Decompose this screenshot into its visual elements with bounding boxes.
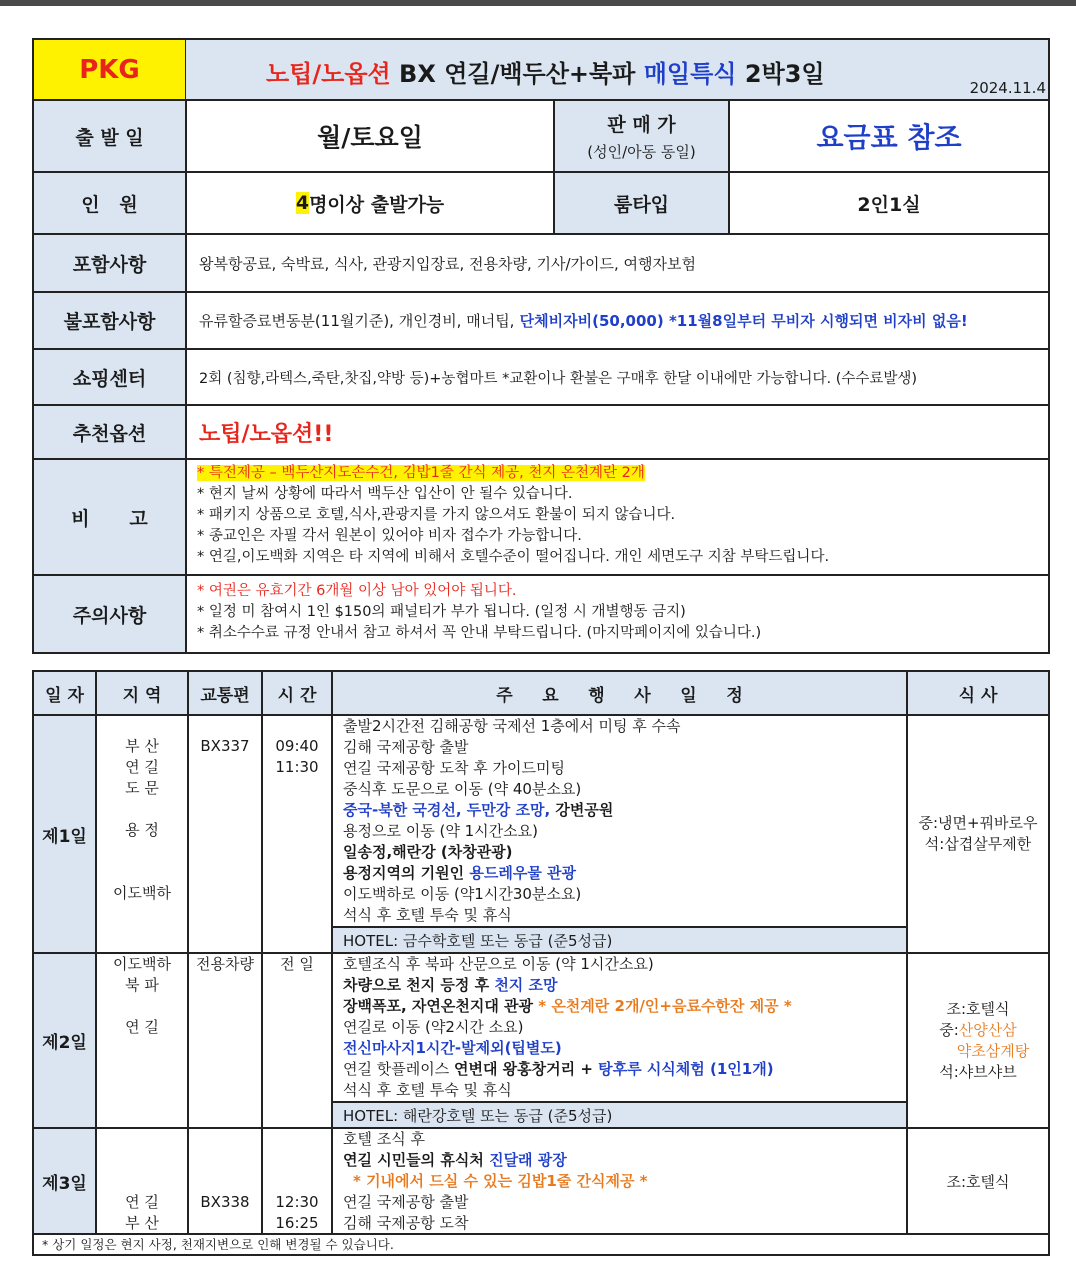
day3-regions (96, 1128, 188, 1234)
include-label: 포함사항 (32, 234, 186, 292)
region: 부 산 (125, 737, 159, 755)
pkg-badge (32, 38, 186, 100)
exclude-value: 유류할증료변동분(11월기준), 개인경비, 매너팁, 단체비자비(50,000) *11월8일부터 무비자 시행되면 비자비 없음! (186, 292, 1050, 349)
itinerary-item: 장백폭포, 자연온천지대 관광 * 온천계란 2개/인+음료수한잔 제공 * (343, 997, 792, 1015)
itinerary-item: 연길 국제공항 도착 후 가이드미팅 (343, 759, 565, 777)
title-cell (186, 38, 1050, 100)
itinerary-item: 차량으로 천지 등정 후 천지 조망 (343, 976, 558, 994)
shopping-value: 2회 (침향,라텍스,죽탄,찻집,약방 등)+농협마트 *교환이나 환불은 구매후 한달 이내에만 가능합니다. (수수료발생) (186, 349, 1050, 405)
people-label: 인 원 (32, 172, 186, 234)
time: 전 일 (280, 955, 314, 973)
pkg-label: PKG (79, 54, 140, 85)
day3-times (262, 1128, 332, 1234)
itinerary-item: 김해 국제공항 출발 (343, 738, 469, 756)
region: 용 정 (125, 821, 159, 839)
day3-transport (188, 1128, 262, 1234)
itinerary-item: 연길 핫플레이스 연변대 왕홍창거리 + 탕후루 시식체험 (1인1개) (343, 1060, 774, 1078)
top-bar (0, 0, 1076, 6)
itinerary-item: 일송정,해란강 (차창관광) (343, 843, 513, 861)
itinerary-item: 중식후 도문으로 이동 (약 40분소요) (343, 780, 582, 798)
day2-regions (96, 953, 188, 1128)
region: 도 문 (125, 779, 159, 797)
remark-item: * 패키지 상품으로 호텔,식사,관광지를 가지 않으셔도 환불이 되지 않습니다. (197, 507, 676, 523)
itinerary-item: 석식 후 호텔 투숙 및 휴식 (343, 1081, 512, 1099)
col-day-header: 일 자 (32, 670, 96, 715)
day2-meals (907, 953, 1050, 1128)
day2-time (262, 953, 332, 1128)
schedule-footnote: * 상기 일정은 현지 사정, 천재지변으로 인해 변경될 수 있습니다. (32, 1234, 1050, 1256)
meal: 석:샤브샤브 (939, 1062, 1017, 1081)
itinerary-item: * 기내에서 드실 수 있는 김밥1줄 간식제공 * (353, 1172, 648, 1190)
meal: 중:냉면+꿔바로우 (918, 814, 1038, 832)
region: 연 길 (125, 1193, 159, 1211)
meal: 약초삼계탕 (956, 1041, 1030, 1060)
price-value: 요금표 참조 (729, 100, 1050, 172)
visa-note: 단체비자비(50,000) *11월8일부터 무비자 시행되면 비자비 없음! (514, 312, 968, 330)
room-value: 2인1실 (729, 172, 1050, 234)
day3-label: 제3일 (32, 1128, 96, 1234)
caution-item: * 취소수수료 규정 안내서 참고 하셔서 꼭 안내 부탁드립니다. (마지막페이지에 있습니다.) (197, 625, 762, 641)
day3-itinerary (332, 1128, 907, 1234)
itinerary-item: 이도백하로 이동 (약1시간30분소요) (343, 885, 582, 903)
caution-item: * 여권은 유효기간 6개월 이상 남아 있어야 됩니다. (197, 583, 517, 599)
itinerary-item: 호텔 조식 후 (343, 1130, 425, 1148)
day1-hotel: HOTEL: 금수학호텔 또는 동급 (준5성급) (332, 927, 907, 953)
col-time-header: 시 간 (262, 670, 332, 715)
price-sublabel: (성인/아동 동일) (587, 143, 696, 161)
col-transport-header: 교통편 (188, 670, 262, 715)
col-region-header: 지 역 (96, 670, 188, 715)
option-value: 노팁/노옵션!! (186, 405, 1050, 459)
remark-list (186, 459, 1050, 575)
day1-transport (188, 715, 262, 953)
itinerary-item: 연길 국제공항 출발 (343, 1193, 469, 1211)
itinerary-item: 연길로 이동 (약2시간 소요) (343, 1018, 524, 1036)
flight-number: BX337 (200, 737, 250, 755)
price-label-cell (554, 100, 729, 172)
include-value: 왕복항공료, 숙박료, 식사, 관광지입장료, 전용차량, 기사/가이드, 여행자보험 (186, 234, 1050, 292)
depart-label: 출 발 일 (32, 100, 186, 172)
room-label: 룸타입 (554, 172, 729, 234)
day1-meals (907, 715, 1050, 953)
itinerary-item: 용정으로 이동 (약 1시간소요) (343, 822, 538, 840)
meal: 중:산양산삼 (939, 1020, 1017, 1039)
flight-number: BX338 (200, 1193, 250, 1211)
itinerary-item: 김해 국제공항 도착 (343, 1214, 469, 1232)
remark-item: * 특전제공 – 백두산지도손수건, 김밥1줄 간식 제공, 천지 온천계란 2개 (197, 465, 645, 481)
itinerary-item: 전신마사지1시간-발제외(팁별도) (343, 1039, 562, 1057)
page-title: 노팁/노옵션 BX 연길/백두산+북파 매일특식 2박3일 (266, 60, 825, 88)
remark-item: * 현지 날씨 상황에 따라서 백두산 입산이 안 될수 있습니다. (197, 486, 573, 502)
col-meal-header: 식 사 (907, 670, 1050, 715)
time: 16:25 (275, 1214, 319, 1232)
day3-meal: 조:호텔식 (907, 1128, 1050, 1234)
day1-label: 제1일 (32, 715, 96, 953)
itinerary-item: 호텔조식 후 북파 산문으로 이동 (약 1시간소요) (343, 955, 654, 973)
depart-value: 월/토요일 (186, 100, 554, 172)
region: 부 산 (125, 1214, 159, 1232)
meal: 석:삽겹살무제한 (924, 835, 1032, 853)
time: 12:30 (275, 1193, 319, 1211)
people-value: 4 명이상 출발가능 (186, 172, 554, 234)
caution-item: * 일정 미 참여시 1인 $150의 패널티가 부가 됩니다. (일정 시 개별행동 금지) (197, 604, 686, 620)
day2-label: 제2일 (32, 953, 96, 1128)
itinerary-item: 중국-북한 국경선, 두만강 조망, 강변공원 (343, 801, 614, 819)
remark-label: 비 고 (32, 459, 186, 575)
day2-itinerary (332, 953, 907, 1102)
itinerary-item: 연길 시민들의 휴식처 진달래 광장 (343, 1151, 567, 1169)
caution-label: 주의사항 (32, 575, 186, 654)
meal: 조:호텔식 (946, 999, 1010, 1018)
region: 북 파 (125, 976, 159, 994)
document-date: 2024.11.4 (969, 79, 1046, 97)
time: 09:40 (275, 737, 319, 755)
exclude-label: 불포함사항 (32, 292, 186, 349)
day1-itinerary (332, 715, 907, 927)
col-itinerary-header: 주 요 행 사 일 정 (332, 670, 907, 715)
day2-hotel: HOTEL: 해란강호텔 또는 동급 (준5성급) (332, 1102, 907, 1128)
day2-transport (188, 953, 262, 1128)
remark-item: * 연길,이도백화 지역은 타 지역에 비해서 호텔수준이 떨어집니다. 개인 세면도구 지참 부탁드립니다. (197, 549, 830, 565)
caution-list (186, 575, 1050, 654)
vehicle: 전용차량 (196, 955, 254, 973)
shopping-label: 쇼핑센터 (32, 349, 186, 405)
itinerary-item: 석식 후 호텔 투숙 및 휴식 (343, 906, 512, 924)
time: 11:30 (275, 758, 319, 776)
day1-times (262, 715, 332, 953)
region: 연 길 (125, 758, 159, 776)
remark-item: * 종교인은 자필 각서 원본이 있어야 비자 접수가 가능합니다. (197, 528, 582, 544)
region: 연 길 (125, 1018, 159, 1036)
itinerary-item: 용정지역의 기원인 용드레우물 관광 (343, 864, 577, 882)
price-label: 판 매 가 (607, 114, 676, 136)
region: 이도백하 (113, 884, 171, 902)
day1-regions (96, 715, 188, 953)
region: 이도백하 (113, 955, 171, 973)
itinerary-item: 출발2시간전 김해공항 국제선 1층에서 미팅 후 수속 (343, 717, 681, 735)
option-label: 추천옵션 (32, 405, 186, 459)
